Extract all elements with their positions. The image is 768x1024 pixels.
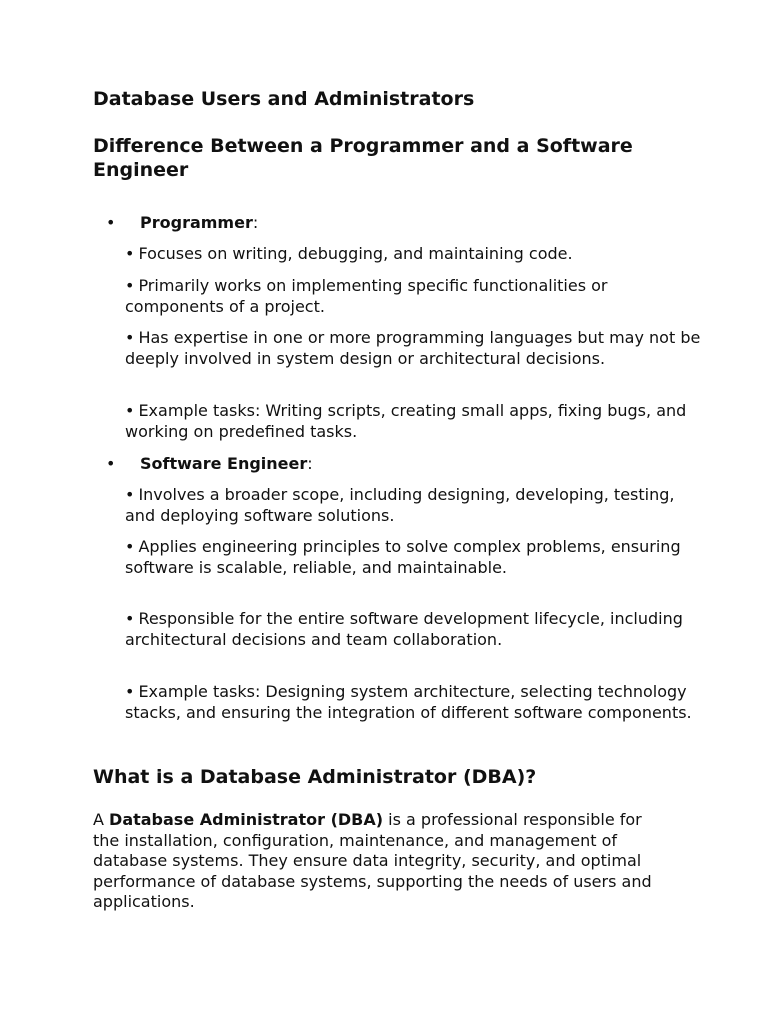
list-item-text: Has expertise in one or more programming languages but may not be deeply involved in system design or architectural decisions. bbox=[125, 328, 701, 368]
bullet: • bbox=[125, 485, 135, 504]
role-suffix: : bbox=[252, 213, 259, 232]
list-item bbox=[125, 537, 705, 578]
bullet: • bbox=[125, 244, 135, 263]
bullet: • bbox=[106, 454, 116, 473]
dba-definition-paragraph bbox=[93, 810, 673, 913]
role-name: Programmer bbox=[140, 213, 253, 232]
role-suffix: : bbox=[307, 454, 313, 473]
list-item-text: Focuses on writing, debugging, and maintaining code. bbox=[138, 244, 573, 263]
paragraph-lead: A bbox=[93, 810, 110, 829]
list-item bbox=[125, 609, 705, 650]
list-item-text: Primarily works on implementing specific functionalities or components of a project. bbox=[125, 276, 608, 316]
role-name: Software Engineer bbox=[140, 454, 308, 473]
list-item-text: Example tasks: Writing scripts, creating small apps, fixing bugs, and working on predefined tasks. bbox=[125, 401, 687, 441]
bullet: • bbox=[125, 609, 135, 628]
list-item-text: Example tasks: Designing system architecture, selecting technology stacks, and ensuring the integration of different software components. bbox=[125, 682, 692, 722]
bullet: • bbox=[125, 682, 135, 701]
bullet: • bbox=[125, 328, 135, 347]
section-heading-comparison: Difference Between a Programmer and a Software Engineer bbox=[93, 135, 633, 181]
list-item-text: Applies engineering principles to solve complex problems, ensuring software is scalable, reliable, and maintainable. bbox=[125, 537, 681, 577]
paragraph-rest: is a professional responsible for the installation, configuration, maintenance, and management of database systems. They ensure data integrity, security, and optimal performance of database systems, supporting the needs of users and applications. bbox=[93, 810, 652, 912]
list-item bbox=[125, 401, 705, 442]
section-heading-dba: What is a Database Administrator (DBA)? bbox=[93, 766, 537, 788]
bullet: • bbox=[125, 537, 135, 556]
list-item bbox=[125, 682, 705, 723]
role-item-software-engineer bbox=[106, 453, 313, 474]
role-item-programmer bbox=[106, 212, 258, 233]
bullet: • bbox=[125, 401, 135, 420]
document-title: Database Users and Administrators bbox=[93, 88, 475, 110]
list-item-text: Involves a broader scope, including designing, developing, testing, and deploying software solutions. bbox=[125, 485, 675, 525]
list-item bbox=[125, 276, 705, 317]
bullet: • bbox=[125, 276, 135, 295]
list-item-text: Responsible for the entire software development lifecycle, including architectural decisions and team collaboration. bbox=[125, 609, 683, 649]
bullet: • bbox=[106, 213, 116, 232]
dba-term: Database Administrator (DBA) bbox=[109, 810, 384, 829]
list-item bbox=[125, 244, 705, 265]
list-item bbox=[125, 485, 705, 526]
list-item bbox=[125, 328, 705, 369]
